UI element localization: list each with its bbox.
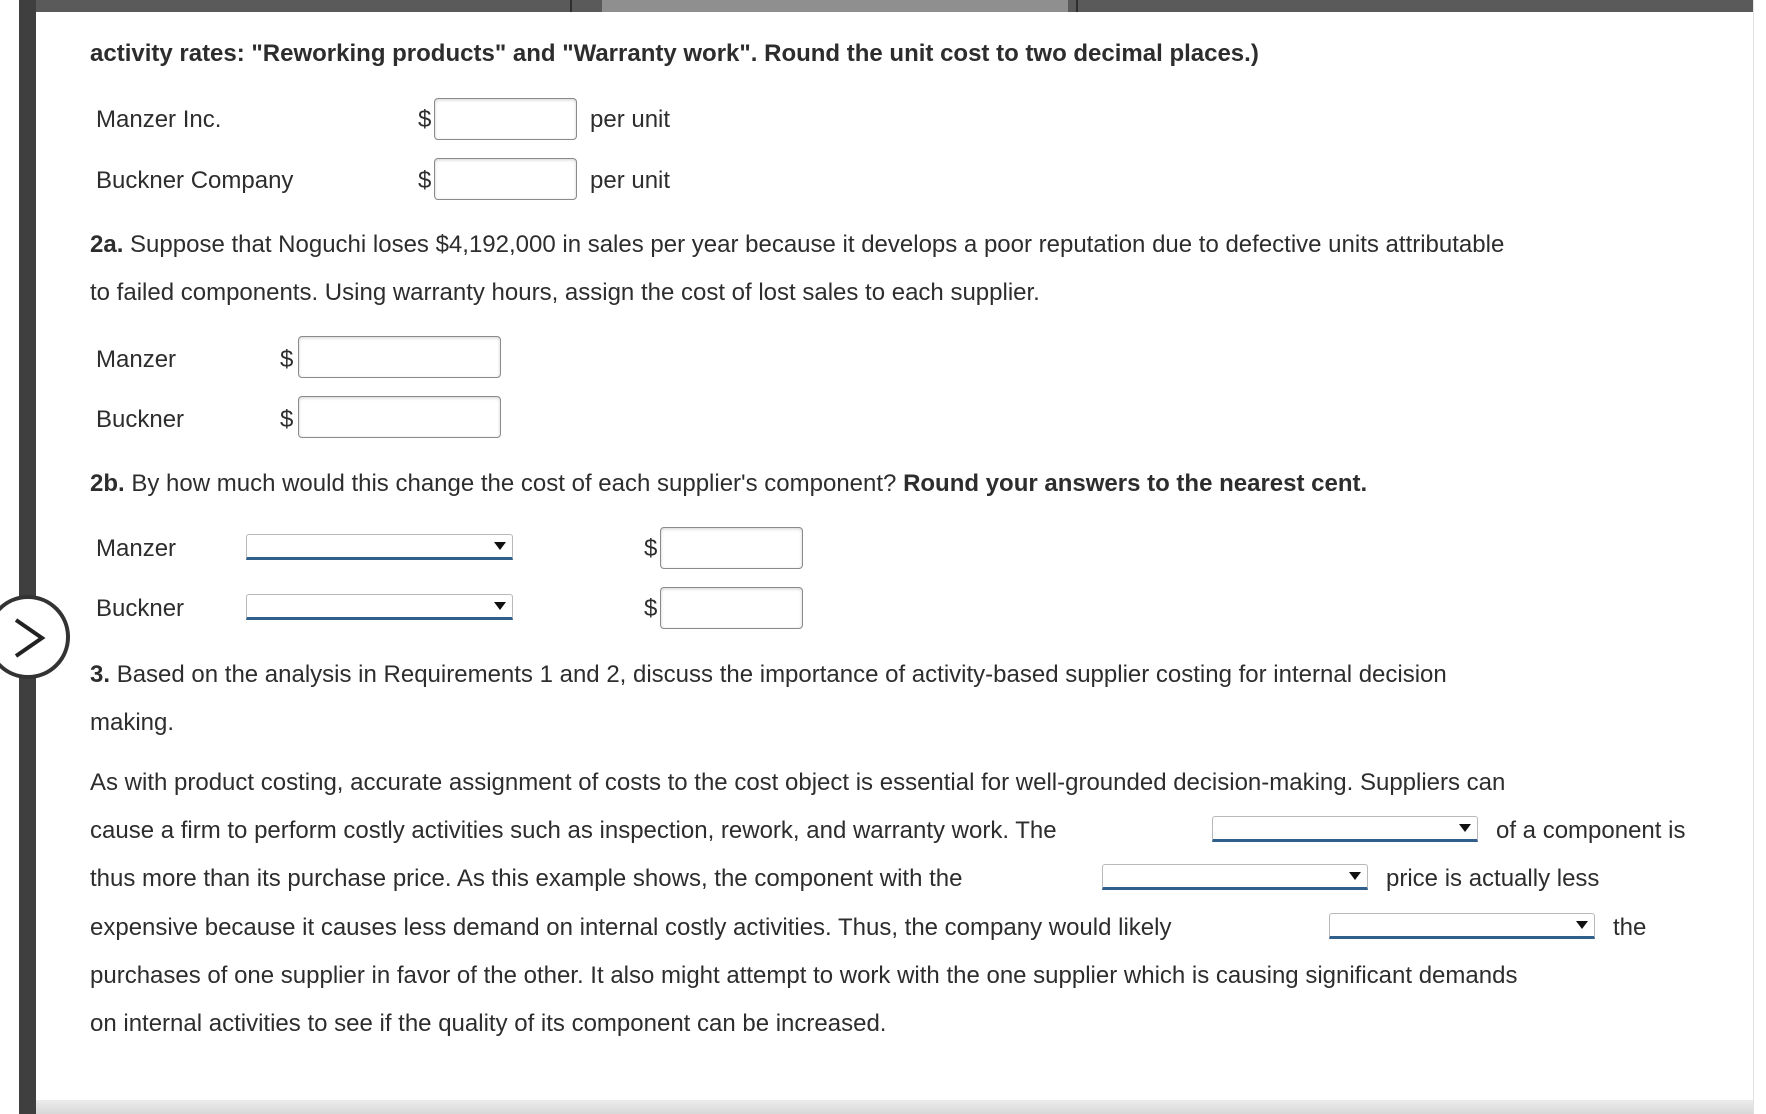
part3-paragraph-line6: on internal activities to see if the quality of its component can be increased. <box>90 1010 887 1037</box>
part2b-text: By how much would this change the cost of each supplier's component? <box>131 470 897 497</box>
chevron-down-icon <box>1459 824 1471 832</box>
part2b-rounding-instruction: Round your answers to the nearest cent. <box>903 470 1368 497</box>
row-label-buckner: Buckner <box>96 595 185 622</box>
part1-instruction: activity rates: "Reworking products" and "Warranty work". Round the unit cost to two decimal places.) <box>90 40 1259 67</box>
manzer-lost-sales-input[interactable] <box>298 336 501 378</box>
part2a-question-line2: to failed components. Using warranty hours, assign the cost of lost sales to each supplier. <box>90 279 1040 306</box>
part3-paragraph-line2b: of a component is <box>1496 817 1686 844</box>
currency-symbol: $ <box>280 346 294 373</box>
part3-paragraph-line4b: the <box>1613 914 1647 941</box>
buckner-company-unit-cost-input[interactable] <box>434 158 577 200</box>
part3-paragraph-line5: purchases of one supplier in favor of the other. It also might attempt to work with the one supplier which is causing significant demands <box>90 962 1518 989</box>
part3-paragraph-line2a: cause a firm to perform costly activities such as inspection, rework, and warranty work. The <box>90 817 1057 844</box>
part2a-number: 2a. <box>90 231 124 258</box>
manzer-inc-unit-cost-input[interactable] <box>434 98 577 140</box>
part3-question-line1 <box>90 660 1447 690</box>
currency-symbol: $ <box>644 535 658 562</box>
top-strip-divider <box>1076 0 1078 12</box>
part2a-text: Suppose that Noguchi loses $4,192,000 in sales per year because it develops a poor reputation due to defective units attributable <box>130 231 1505 258</box>
part3-paragraph-line3b: price is actually less <box>1386 865 1600 892</box>
row-label-buckner-company: Buckner Company <box>96 167 294 194</box>
buckner-change-direction-dropdown[interactable] <box>246 594 513 620</box>
part3-number: 3. <box>90 661 111 688</box>
part2b-number: 2b. <box>90 470 125 497</box>
top-strip-tab <box>602 0 1068 12</box>
currency-symbol: $ <box>280 406 294 433</box>
chevron-down-icon <box>1349 872 1361 880</box>
currency-symbol: $ <box>418 167 432 194</box>
next-arrow-button[interactable] <box>0 595 70 679</box>
row-label-manzer-inc: Manzer Inc. <box>96 106 222 133</box>
cost-term-dropdown[interactable] <box>1212 816 1478 842</box>
price-level-dropdown[interactable] <box>1102 864 1368 890</box>
part3-paragraph-line3a: thus more than its purchase price. As this example shows, the component with the <box>90 865 963 892</box>
currency-symbol: $ <box>418 106 432 133</box>
currency-symbol: $ <box>644 595 658 622</box>
manzer-cost-change-input[interactable] <box>660 527 803 569</box>
part3-paragraph-line4a: expensive because it causes less demand on internal costly activities. Thus, the company would likely <box>90 914 1172 941</box>
part2a-question-line1 <box>90 230 1504 260</box>
chevron-down-icon <box>1576 921 1588 929</box>
top-strip-divider <box>570 0 572 12</box>
unit-label: per unit <box>590 167 671 194</box>
row-label-buckner: Buckner <box>96 406 185 433</box>
part2b-question <box>90 469 1367 499</box>
buckner-cost-change-input[interactable] <box>660 587 803 629</box>
buckner-lost-sales-input[interactable] <box>298 396 501 438</box>
purchase-action-dropdown[interactable] <box>1329 913 1595 939</box>
part3-question-line2: making. <box>90 709 175 736</box>
chevron-down-icon <box>494 542 506 550</box>
unit-label: per unit <box>590 106 671 133</box>
part3-paragraph-line1: As with product costing, accurate assignment of costs to the cost object is essential for well-grounded decision-making. Suppliers can <box>90 769 1506 796</box>
bottom-divider <box>36 1100 1753 1114</box>
left-border-bar <box>19 0 36 1114</box>
manzer-change-direction-dropdown[interactable] <box>246 534 513 560</box>
chevron-right-icon <box>12 617 46 659</box>
part3-text: Based on the analysis in Requirements 1 and 2, discuss the importance of activity-based supplier costing for internal decision <box>116 661 1447 688</box>
row-label-manzer: Manzer <box>96 346 177 373</box>
right-border <box>1753 0 1766 1114</box>
row-label-manzer: Manzer <box>96 535 177 562</box>
top-scroll-strip <box>36 0 1753 12</box>
chevron-down-icon <box>494 602 506 610</box>
